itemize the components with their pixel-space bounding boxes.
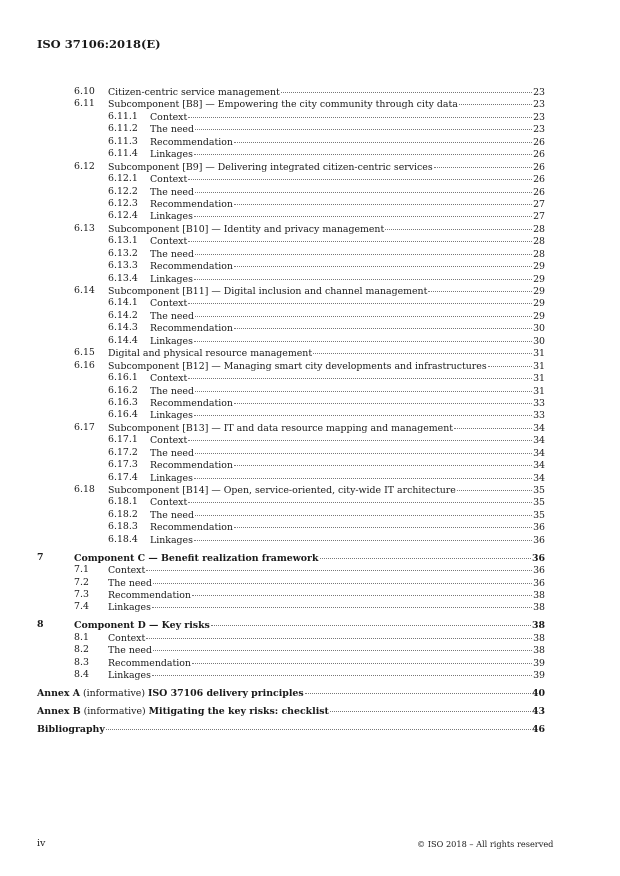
toc-entry-page: 46	[531, 723, 545, 735]
toc-entry-number: 7.2	[74, 576, 89, 588]
toc-entry-title: Recommendation	[108, 657, 191, 669]
toc-entry-title: Linkages	[150, 410, 193, 422]
dot-leader	[188, 370, 532, 379]
toc-entry-page: 38	[533, 645, 545, 657]
dot-leader	[153, 642, 532, 651]
dot-leader	[194, 407, 532, 416]
toc-entry-title: Context	[150, 111, 188, 123]
toc-entry-number: 6.18.2	[108, 508, 138, 520]
toc-entry-title: Recommendation	[150, 261, 233, 273]
dot-leader	[188, 109, 532, 118]
toc-entry-page: 39	[533, 670, 545, 682]
toc-entry-number: 6.12	[74, 160, 95, 172]
toc-entry-number: 6.11.4	[108, 148, 138, 160]
toc-entry-title: The need	[150, 310, 194, 322]
toc-entry-title: Context	[150, 435, 188, 447]
toc-entry-page: 27	[533, 198, 545, 210]
toc-entry-title: Digital and physical resource management	[108, 348, 313, 360]
toc-entry-title: Recommendation	[150, 397, 233, 409]
toc-entry-number: 6.17	[74, 421, 95, 433]
dot-leader	[194, 532, 532, 541]
toc-entry-page: 35	[533, 509, 545, 521]
dot-leader	[195, 445, 532, 454]
toc-entry-title: Subcomponent [B11] — Digital inclusion and channel management	[108, 286, 428, 297]
toc-entry-number: 7.3	[74, 589, 89, 600]
toc-entry-number: 6.18.1	[108, 496, 138, 508]
dot-leader	[488, 358, 532, 367]
toc-entry-number: 7.1	[74, 564, 89, 576]
toc-entry-page: 36	[531, 552, 545, 564]
dot-leader	[211, 617, 531, 626]
dot-leader	[305, 685, 531, 694]
dot-leader	[434, 159, 532, 168]
dot-leader	[194, 333, 532, 342]
toc-entry-number: 7.4	[74, 601, 89, 613]
toc-entry-number: 6.11.2	[108, 123, 138, 135]
footer-copyright: © ISO 2018 – All rights reserved	[417, 839, 554, 849]
annex-title: Bibliography	[37, 723, 105, 735]
toc-entry-title	[37, 724, 105, 736]
toc-entry-number: 8	[37, 619, 44, 631]
annex-informative-note: (informative)	[80, 706, 149, 717]
toc-entry-number: 6.16	[74, 359, 95, 371]
toc-entry-page: 36	[533, 522, 545, 534]
toc-entry-page: 33	[533, 410, 545, 422]
toc-entry-page: 34	[533, 422, 545, 434]
toc-entry-title: Linkages	[150, 335, 193, 347]
toc-entry-number: 6.16.3	[108, 396, 138, 408]
dot-leader	[188, 171, 532, 180]
toc-entry-title: The need	[150, 385, 194, 397]
toc-entry-title: Context	[150, 497, 188, 509]
dot-leader	[428, 283, 532, 292]
toc-entry-page: 38	[531, 620, 545, 632]
toc-entry-number: 7	[37, 551, 44, 563]
toc-entry-number: 6.16.1	[108, 372, 138, 384]
toc-entry-number: 8.2	[74, 644, 89, 656]
toc-entry-number: 6.18	[74, 484, 95, 495]
toc-entry-page: 26	[533, 161, 545, 173]
toc-entry-page: 38	[533, 602, 545, 614]
toc-entry-title: Linkages	[150, 534, 193, 546]
toc-entry-title: The need	[108, 645, 152, 657]
toc-entry-number: 6.17.1	[108, 434, 138, 446]
dot-leader	[234, 320, 532, 329]
toc-entry-page: 36	[533, 565, 545, 577]
toc-entry-page: 28	[533, 223, 545, 235]
toc-entry-title: Component C — Benefit realization framework	[74, 552, 319, 564]
toc-entry-number: 6.14.3	[108, 322, 138, 334]
toc-entry-title: Subcomponent [B12] — Managing smart city developments and infrastructures	[108, 360, 487, 372]
toc-entry-title: Context	[150, 236, 188, 248]
toc-entry-page: 29	[533, 273, 545, 285]
toc-entry-title: Context	[150, 174, 188, 186]
dot-leader	[330, 703, 531, 712]
annex-title: ISO 37106 delivery principles	[148, 688, 304, 700]
toc-entry-page: 38	[533, 632, 545, 644]
toc-entry-number: 6.14.2	[108, 309, 138, 321]
dot-leader	[195, 308, 532, 317]
toc-entry-page: 31	[533, 385, 545, 397]
toc-entry-number: 8.1	[74, 631, 89, 643]
dot-leader	[192, 655, 532, 664]
dot-leader	[188, 432, 532, 441]
toc-entry-title: Linkages	[108, 670, 151, 682]
annex-informative-note: (informative)	[80, 688, 148, 700]
toc-entry-title: Recommendation	[150, 198, 233, 210]
dot-leader	[194, 146, 532, 155]
toc-entry-number: 6.13	[74, 222, 95, 234]
toc-entry-number: 6.12.3	[108, 197, 138, 209]
toc-entry-title: Subcomponent [B9] — Delivering integrated citizen-centric services	[108, 161, 433, 173]
annex-label: Annex A	[37, 688, 80, 700]
toc-entry-title: The need	[108, 577, 152, 589]
toc-entry[interactable]	[37, 601, 545, 613]
dot-leader	[234, 134, 532, 143]
toc-entry-title: The need	[150, 248, 194, 260]
toc-entry-number: 6.13.2	[108, 247, 138, 259]
toc-entry-page: 23	[533, 111, 545, 123]
toc-entry-page: 26	[533, 136, 545, 148]
toc-entry-page: 23	[533, 99, 545, 111]
toc-entry-page: 34	[533, 472, 545, 484]
toc-entry-number: 8.4	[74, 669, 89, 681]
toc-entry-title: Subcomponent [B10] — Identity and privacy management	[108, 223, 385, 235]
dot-leader	[457, 482, 532, 491]
dot-leader	[195, 507, 532, 516]
toc-entry-page: 29	[533, 286, 545, 297]
dot-leader	[106, 721, 531, 730]
toc-entry-number: 6.16.4	[108, 409, 138, 421]
toc-entry-page: 31	[533, 360, 545, 372]
toc-entry[interactable]	[37, 669, 545, 681]
toc-entry-title	[37, 688, 304, 700]
toc-entry-page: 31	[533, 373, 545, 385]
document-header: ISO 37106:2018(E)	[37, 37, 161, 51]
toc-entry-page: 30	[533, 323, 545, 335]
dot-leader	[188, 233, 532, 242]
dot-leader	[153, 575, 532, 584]
toc-entry-number: 6.12.1	[108, 173, 138, 185]
dot-leader	[234, 519, 532, 528]
toc-entry[interactable]	[37, 534, 545, 546]
toc-entry-title: Linkages	[108, 602, 151, 614]
toc-entry-number: 6.16.2	[108, 384, 138, 396]
toc-entry-title: Component D — Key risks	[74, 620, 210, 632]
toc-entry-title: Context	[150, 298, 188, 310]
toc-entry-number: 6.11.1	[108, 110, 138, 122]
toc-entry-page: 26	[533, 186, 545, 198]
toc-entry-page: 34	[533, 447, 545, 459]
toc-entry-page: 31	[533, 348, 545, 360]
toc-entry-number: 6.14	[74, 285, 95, 296]
dot-leader	[234, 258, 532, 267]
toc-entry-title: Recommendation	[108, 590, 191, 601]
toc-entry-title: Citizen-centric service management	[108, 87, 280, 98]
toc-entry-title	[37, 706, 329, 718]
toc-entry-number: 6.13.1	[108, 235, 138, 247]
toc-entry-page: 40	[531, 688, 545, 700]
toc-entry-page: 28	[533, 236, 545, 248]
toc-entry-number: 6.13.4	[108, 272, 138, 284]
toc-entry-number: 6.15	[74, 347, 95, 359]
toc-entry-page: 26	[533, 149, 545, 161]
toc-entry-number: 6.18.4	[108, 533, 138, 545]
dot-leader	[194, 208, 532, 217]
dot-leader	[195, 121, 532, 130]
dot-leader	[320, 550, 531, 559]
dot-leader	[146, 562, 532, 571]
toc-entry-title: Recommendation	[150, 522, 233, 534]
toc-entry-page: 30	[533, 335, 545, 347]
toc-entry-page: 35	[533, 497, 545, 509]
dot-leader	[234, 457, 532, 466]
toc-entry[interactable]	[37, 705, 545, 717]
toc-entry-title: Context	[108, 565, 146, 577]
toc-entry-number: 6.17.4	[108, 471, 138, 483]
toc-entry-number: 6.18.3	[108, 521, 138, 533]
toc-entry-title: Context	[150, 373, 188, 385]
annex-title: Mitigating the key risks: checklist	[148, 706, 329, 717]
toc-entry-number: 8.3	[74, 656, 89, 668]
dot-leader	[454, 420, 532, 429]
toc-entry-number: 6.10	[74, 86, 95, 97]
toc-entry-title: Linkages	[150, 149, 193, 161]
toc-entry-page: 39	[533, 657, 545, 669]
toc-entry-title: Context	[108, 632, 146, 644]
toc-entry-title: The need	[150, 447, 194, 459]
dot-leader	[234, 395, 532, 404]
dot-leader	[195, 246, 532, 255]
toc-entry-number: 6.14.4	[108, 334, 138, 346]
dot-leader	[188, 494, 532, 503]
toc-entry-title: The need	[150, 509, 194, 521]
toc-entry-number: 6.13.3	[108, 260, 138, 272]
toc-entry-title: Subcomponent [B8] — Empowering the city community through city data	[108, 99, 458, 111]
toc-entry-page: 43	[531, 706, 545, 717]
toc-entry-page: 23	[533, 87, 545, 98]
toc-entry-title: Recommendation	[150, 136, 233, 148]
dot-leader	[195, 383, 532, 392]
toc-entry-page: 28	[533, 248, 545, 260]
toc-entry-number: 6.17.3	[108, 459, 138, 471]
toc-entry[interactable]	[37, 687, 545, 699]
toc-entry-title: Linkages	[150, 273, 193, 285]
toc-entry-title: Subcomponent [B14] — Open, service-oriented, city-wide IT architecture	[108, 485, 456, 496]
toc-entry-number: 6.12.4	[108, 210, 138, 222]
dot-leader	[188, 295, 532, 304]
dot-leader	[385, 221, 532, 230]
annex-label: Annex B	[37, 706, 81, 717]
toc-entry-title: Linkages	[150, 472, 193, 484]
toc-entry-title: The need	[150, 186, 194, 198]
dot-leader	[194, 271, 532, 280]
toc-entry-number: 6.11	[74, 98, 95, 110]
table-of-contents	[37, 86, 545, 735]
toc-entry-page: 27	[533, 211, 545, 223]
toc-entry-page: 38	[533, 590, 545, 601]
toc-entry-title: Recommendation	[150, 323, 233, 335]
toc-entry-page: 34	[533, 435, 545, 447]
dot-leader	[152, 599, 532, 608]
toc-entry-page: 36	[533, 534, 545, 546]
toc-entry-page: 29	[533, 261, 545, 273]
dot-leader	[234, 196, 532, 205]
toc-entry-title: Recommendation	[150, 460, 233, 472]
toc-entry-title: Subcomponent [B13] — IT and data resource mapping and management	[108, 422, 453, 434]
dot-leader	[313, 345, 532, 354]
dot-leader	[459, 96, 532, 105]
dot-leader	[194, 470, 532, 479]
footer-page-number: iv	[37, 838, 46, 849]
toc-entry[interactable]	[37, 347, 545, 359]
toc-entry-number: 6.12.2	[108, 185, 138, 197]
toc-entry-page: 36	[533, 577, 545, 589]
toc-entry-page: 29	[533, 310, 545, 322]
dot-leader	[146, 630, 532, 639]
toc-entry-page: 29	[533, 298, 545, 310]
toc-entry-title: The need	[150, 124, 194, 136]
toc-entry-page: 33	[533, 397, 545, 409]
dot-leader	[195, 184, 532, 193]
toc-entry-title: Linkages	[150, 211, 193, 223]
toc-entry-page: 35	[533, 485, 545, 496]
toc-entry-page: 26	[533, 174, 545, 186]
toc-entry-page: 23	[533, 124, 545, 136]
toc-entry-number: 6.14.1	[108, 297, 138, 309]
dot-leader	[281, 84, 532, 93]
toc-entry-page: 34	[533, 460, 545, 472]
toc-entry-number: 6.11.3	[108, 135, 138, 147]
toc-entry-number: 6.17.2	[108, 446, 138, 458]
dot-leader	[192, 587, 532, 596]
toc-entry[interactable]	[37, 723, 545, 735]
dot-leader	[152, 667, 532, 676]
